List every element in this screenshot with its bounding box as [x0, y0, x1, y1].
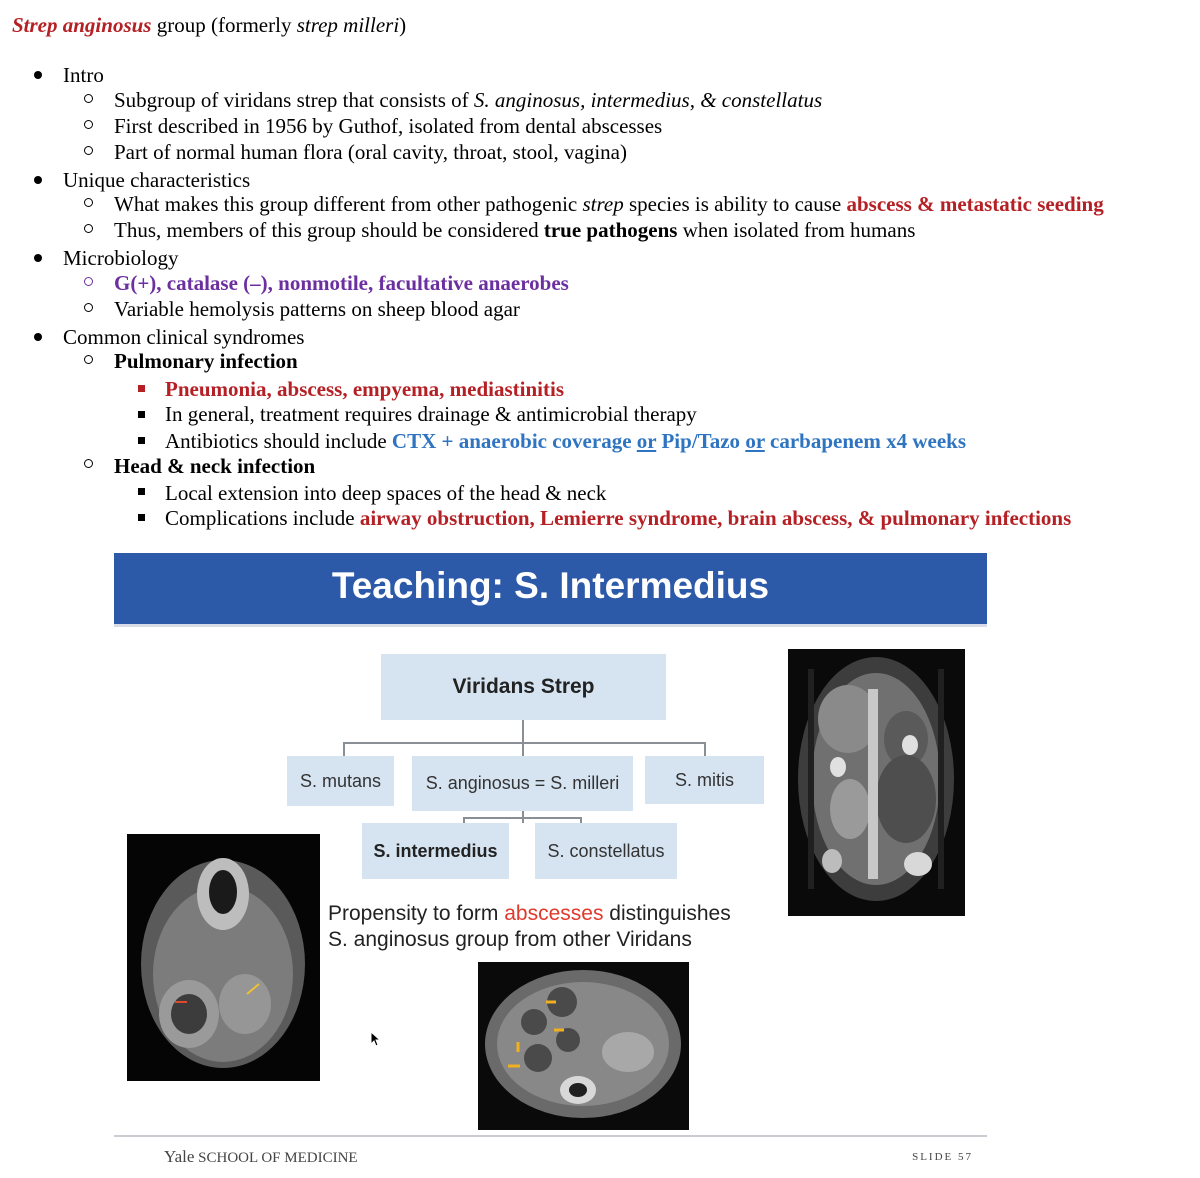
- abdominal-ct-image: [478, 962, 689, 1130]
- bullet-icon: [34, 254, 42, 262]
- circle-bullet-icon: [84, 355, 93, 364]
- head-neck-item: Complications include airway obstruction, Lemierre syndrome, brain abscess, & pulmonary infections: [165, 506, 1072, 530]
- slide-caption-line2: S. anginosus group from other Viridans: [328, 928, 692, 951]
- intro-item: Part of normal human flora (oral cavity, throat, stool, vagina): [114, 140, 627, 164]
- s-mutans-box: S. mutans: [287, 756, 394, 806]
- section-unique: Unique characteristics: [63, 168, 251, 192]
- micro-item: Variable hemolysis patterns on sheep blood agar: [114, 297, 520, 321]
- circle-bullet-icon: [84, 224, 93, 233]
- document-title: Strep anginosus group (formerly strep milleri): [12, 13, 407, 37]
- circle-bullet-icon: [84, 303, 93, 312]
- slide-caption: Propensity to form abscesses distinguishes: [328, 902, 731, 925]
- pulmonary-heading: Pulmonary infection: [114, 349, 298, 373]
- square-bullet-icon: [138, 488, 145, 495]
- slide-number: SLIDE 57: [912, 1151, 973, 1163]
- unique-item: What makes this group different from other pathogenic strep species is ability to cause abscess & metastatic seeding: [114, 192, 1104, 216]
- s-anginosus-box: S. anginosus = S. milleri: [412, 756, 633, 811]
- s-mitis-box: S. mitis: [645, 756, 764, 804]
- viridans-strep-box: Viridans Strep: [381, 654, 666, 720]
- section-syndromes: Common clinical syndromes: [63, 325, 305, 349]
- slide-title: Teaching: S. Intermedius: [331, 565, 770, 606]
- s-constellatus-box: S. constellatus: [535, 823, 677, 879]
- section-intro: Intro: [63, 63, 104, 87]
- square-bullet-icon: [138, 437, 145, 444]
- pulmonary-item: Pneumonia, abscess, empyema, mediastinitis: [165, 377, 564, 401]
- head-neck-heading: Head & neck infection: [114, 454, 316, 478]
- s-intermedius-box: S. intermedius: [362, 823, 509, 879]
- teaching-slide: [114, 553, 987, 1167]
- mouse-cursor-icon: [370, 1031, 382, 1047]
- unique-item: Thus, members of this group should be considered true pathogens when isolated from humans: [114, 218, 916, 242]
- circle-bullet-icon: [84, 459, 93, 468]
- micro-item: G(+), catalase (–), nonmotile, facultative anaerobes: [114, 271, 569, 295]
- circle-bullet-icon: [84, 277, 93, 286]
- square-bullet-icon: [138, 385, 145, 392]
- square-bullet-icon: [138, 411, 145, 418]
- circle-bullet-icon: [84, 198, 93, 207]
- circle-bullet-icon: [84, 146, 93, 155]
- square-bullet-icon: [138, 514, 145, 521]
- coronal-ct-image: [788, 649, 965, 916]
- pulmonary-item: In general, treatment requires drainage & antimicrobial therapy: [165, 402, 697, 426]
- circle-bullet-icon: [84, 120, 93, 129]
- bullet-icon: [34, 71, 42, 79]
- section-microbiology: Microbiology: [63, 246, 179, 270]
- intro-item: First described in 1956 by Guthof, isolated from dental abscesses: [114, 114, 663, 138]
- slide-footer-institution: Yale SCHOOL OF MEDICINE: [164, 1147, 358, 1166]
- head-neck-item: Local extension into deep spaces of the head & neck: [165, 481, 607, 505]
- circle-bullet-icon: [84, 94, 93, 103]
- intro-item: Subgroup of viridans strep that consists of S. anginosus, intermedius, & constellatus: [114, 88, 823, 112]
- organism-name: Strep anginosus: [12, 13, 152, 37]
- brain-mri-image: [127, 834, 320, 1081]
- bullet-icon: [34, 176, 42, 184]
- pulmonary-item: Antibiotics should include CTX + anaerobic coverage or Pip/Tazo or carbapenem x4 weeks: [165, 429, 966, 453]
- bullet-icon: [34, 333, 42, 341]
